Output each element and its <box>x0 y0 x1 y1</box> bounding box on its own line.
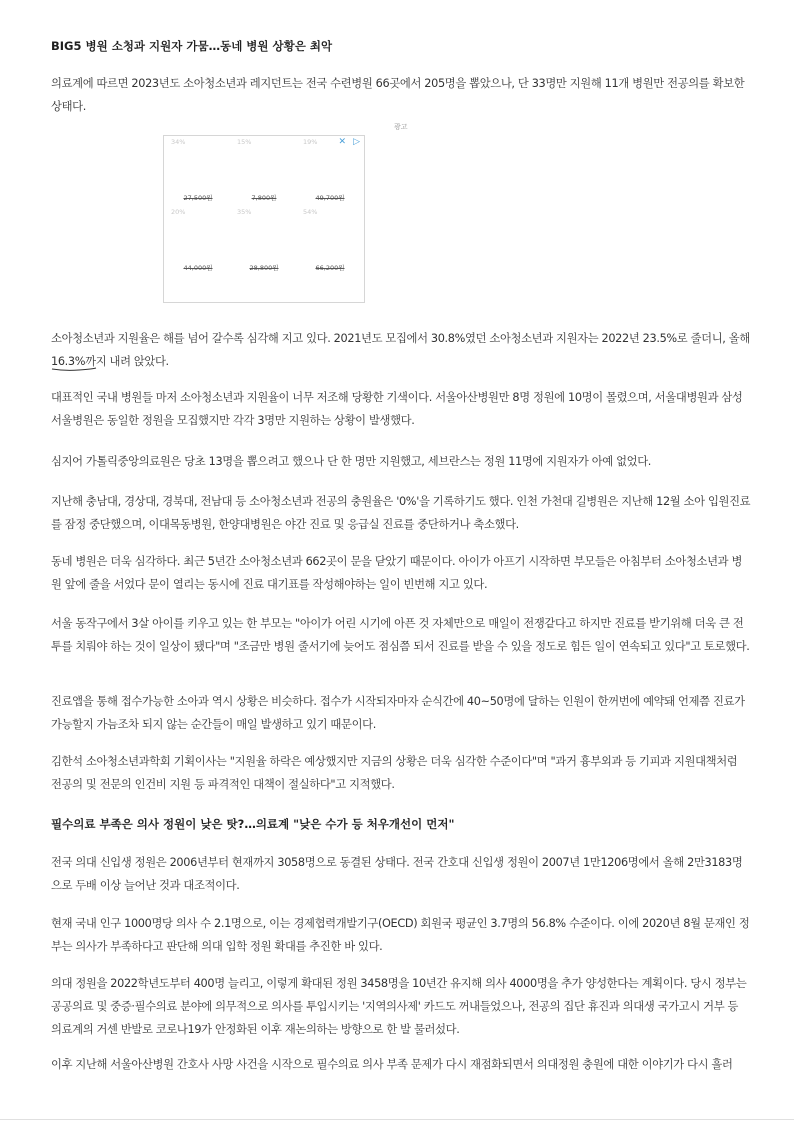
ad-product-discount: 54% <box>303 208 318 216</box>
ad-close-icon[interactable]: ✕ <box>338 137 346 147</box>
ad-product-price: 7,800원 <box>251 194 277 202</box>
paragraph-1-block <box>51 72 751 118</box>
paragraph-7-block <box>51 612 751 658</box>
paragraph-1: 의료계에 따르면 2023년도 소아청소년과 레지던트는 전국 수련병원 66곳에서 205명을 뽑았으나, 단 33명만 지원해 11개 병원만 전공의를 확보한 상태다. <box>51 77 745 113</box>
ad-product-5[interactable] <box>231 206 297 286</box>
ad-product-discount: 20% <box>171 208 186 216</box>
paragraph-3-block <box>51 386 751 432</box>
ad-product-6[interactable] <box>297 206 363 286</box>
ad-product-price: 28,800원 <box>249 264 279 272</box>
ad-product-4[interactable] <box>165 206 231 286</box>
paragraph-11-block <box>51 912 751 958</box>
paragraph-2-block <box>51 327 751 373</box>
paragraph-6-block <box>51 550 751 596</box>
ad-product-3[interactable] <box>297 136 363 216</box>
ad-product-discount: 15% <box>237 138 252 146</box>
paragraph-13: 이후 지난해 서울아산병원 간호사 사망 사건을 시작으로 필수의료 의사 부족 문제가 다시 재점화되면서 의대정원 충원에 대한 이야기가 다시 흘러 <box>51 1058 733 1071</box>
paragraph-10: 전국 의대 신입생 정원은 2006년부터 현재까지 3058명으로 동결된 상태다. 전국 간호대 신입생 정원이 2007년 1만1206명에서 올해 2만3183명으로 두배 이상 늘어난 것과 대조적이다. <box>51 856 743 892</box>
ad-product-1[interactable] <box>165 136 231 216</box>
pen-underline-mark <box>51 367 97 372</box>
ad-product-price: 27,500원 <box>183 194 213 202</box>
paragraph-6: 동네 병원은 더욱 심각하다. 최근 5년간 소아청소년과 662곳이 문을 닫았기 때문이다. 아이가 아프기 시작하면 부모들은 아침부터 소아청소년과 병원 앞에 줄을 서었다 문이 열리는 동시에 진료 대기표를 작성해야하는 일이 빈번해 지고 있다. <box>51 555 743 591</box>
ad-label: 광고 <box>394 123 408 131</box>
paragraph-9-block <box>51 750 751 796</box>
paragraph-3: 대표적인 국내 병원들 마저 소아청소년과 지원율이 너무 저조해 당황한 기색이다. 서울아산병원만 8명 정원에 10명이 몰렸으며, 서울대병원과 삼성서울병원은 동일한 정원을 모집했지만 각각 3명만 지원하는 상황이 발생했다. <box>51 391 743 427</box>
ad-choice-icon[interactable]: ▷ <box>353 137 360 147</box>
paragraph-10-block <box>51 851 751 897</box>
paragraph-5: 지난해 충남대, 경상대, 경북대, 전남대 등 소아청소년과 전공의 충원율은 '0%'을 기록하기도 했다. 인천 가천대 길병원은 지난해 12월 소아 입원진료를 잠정 중단했으며, 이대목동병원, 한양대병원은 야간 진료 및 응급실 진료를 중단하거나 축소했다. <box>51 495 751 531</box>
paragraph-2: 소아청소년과 지원율은 해를 넘어 갈수록 심각해 지고 있다. 2021년도 모집에서 30.8%였던 소아청소년과 지원자는 2022년 23.5%로 줄더니, 올해 16.3%까지 내려 앉았다. <box>51 332 750 368</box>
article-heading-2: 필수의료 부족은 의사 정원이 낮은 탓?…의료계 "낮은 수가 등 처우개선이 먼저" <box>51 817 455 831</box>
paragraph-11: 현재 국내 인구 1000명당 의사 수 2.1명으로, 이는 경제협력개발기구(OECD) 회원국 평균인 3.7명의 56.8% 수준이다. 이에 2020년 8월 문재인 정부는 의사가 부족하다고 판단해 의대 입학 정원 확대를 추진한 바 있다. <box>51 917 750 953</box>
page-bottom-edge <box>0 1119 794 1120</box>
ad-product-discount: 34% <box>171 138 186 146</box>
article-heading-1: BIG5 병원 소청과 지원자 가뭄…동네 병원 상황은 최악 <box>51 39 333 53</box>
paragraph-4-block <box>51 450 751 473</box>
article-heading-2-block <box>51 816 751 832</box>
paragraph-12-block <box>51 972 751 1041</box>
paragraph-9: 김한석 소아청소년과학회 기획이사는 "지원율 하락은 예상했지만 지금의 상황은 더욱 심각한 수준이다"며 "과거 흉부외과 등 기피과 지원대책처럼 전공의 및 전문의 인건비 지원 등 파격적인 대책이 절실하다"고 지적했다. <box>51 755 738 791</box>
ad-product-price: 49,700원 <box>315 194 345 202</box>
paragraph-8-block <box>51 690 751 736</box>
paragraph-7: 서울 동작구에서 3살 아이를 키우고 있는 한 부모는 "아이가 어린 시기에 아픈 것 자체만으로 매일이 전쟁같다고 하지만 진료를 받기위해 더욱 큰 전투를 치뤄야 하는 것이 일상이 됐다"며 "조금만 병원 줄서기에 늦어도 점심쯤 되서 진료를 받을 수 있을 정도로 힘든 일이 연속되고 있다"고 토로했다. <box>51 617 750 653</box>
paragraph-12: 의대 정원을 2022학년도부터 400명 늘리고, 이렇게 확대된 정원 3458명을 10년간 유지해 의사 4000명을 추가 양성한다는 계획이다. 당시 정부는 공공의료 및 중증·필수의료 분야에 의무적으로 의사를 투입시키는 '지역의사제' 카드도 꺼내들었으나, 전공의 집단 휴진과 의대생 국가고시 거부 등 의료계의 거센 반발로 코로나19가 안정화된 이후 재논의하는 방향으로 한 발 물러섰다. <box>51 977 747 1036</box>
paragraph-13-block <box>51 1053 751 1076</box>
article-heading-1-block <box>51 38 751 54</box>
ad-product-discount: 35% <box>237 208 252 216</box>
paragraph-8: 진료앱을 통해 접수가능한 소아과 역시 상황은 비슷하다. 접수가 시작되자마자 순식간에 40~50명에 달하는 인원이 한꺼번에 예약돼 언제쯤 진료가 가능할지 가늠조차 되지 않는 순간들이 매일 발생하고 있기 때문이다. <box>51 695 745 731</box>
ad-product-price: 44,000원 <box>183 264 213 272</box>
ad-banner[interactable] <box>163 135 365 303</box>
paragraph-4: 심지어 가톨릭중앙의료원은 당초 13명을 뽑으려고 했으나 단 한 명만 지원했고, 세브란스는 정원 11명에 지원자가 아예 없었다. <box>51 455 652 468</box>
ad-product-price: 66,200원 <box>315 264 345 272</box>
ad-product-2[interactable] <box>231 136 297 216</box>
ad-product-discount: 19% <box>303 138 318 146</box>
paragraph-5-block <box>51 490 751 536</box>
